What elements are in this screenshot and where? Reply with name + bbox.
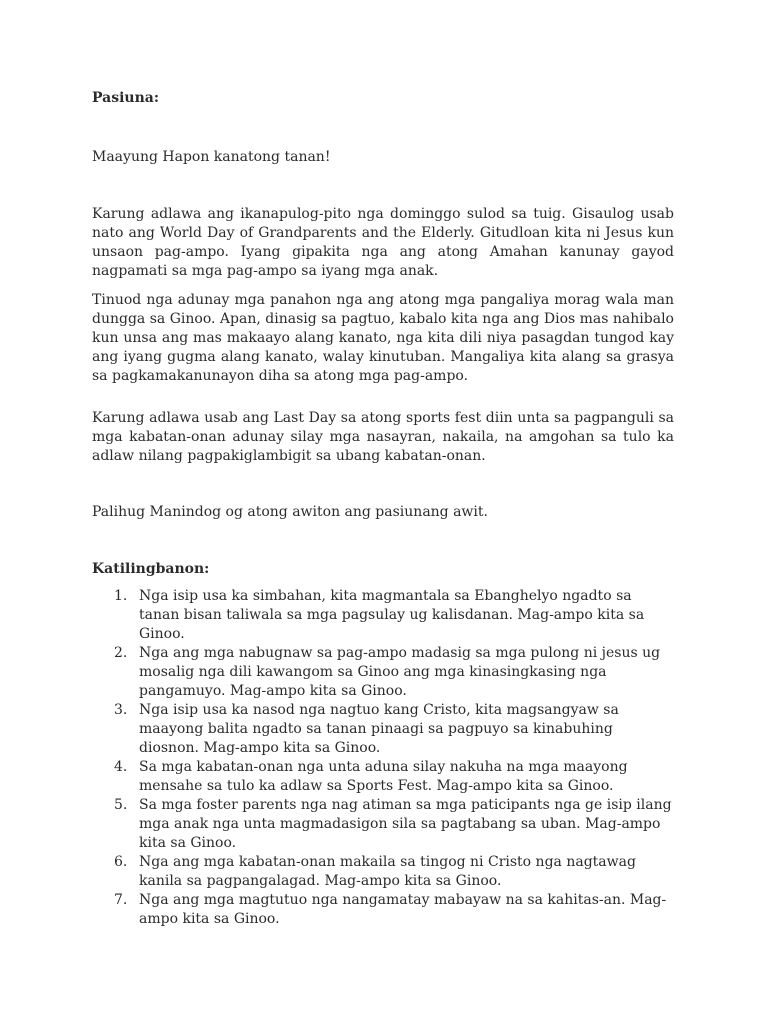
prayer-item	[92, 758, 674, 796]
item-number: 1.	[114, 588, 128, 604]
instruction-line: Palihug Manindog og atong awiton ang pasiunang awit.	[92, 504, 488, 520]
item-text: Nga isip usa ka simbahan, kita magmantala sa Ebanghelyo ngadto sa tanan bisan taliwala sa mga pagsulay ug kalisdanan. Mag-ampo kita sa Ginoo.	[139, 588, 645, 642]
katilingbanon-heading: Katilingbanon:	[92, 561, 210, 577]
item-text: Nga ang mga magtutuo nga nangamatay mabayaw na sa kahitas-an. Mag-ampo kita sa Ginoo.	[139, 892, 667, 927]
prayer-item	[92, 853, 674, 891]
item-number: 4.	[114, 759, 128, 775]
prayer-item	[92, 891, 674, 929]
paragraph-3: Karung adlawa usab ang Last Day sa atong sports fest diin unta sa pagpanguli sa mga kabatan-onan adunay silay mga nasayran, nakaila, na amgohan sa tulo ka adlaw nilang pagpakiglambigit sa ubang kabatan-onan.	[92, 410, 674, 464]
prayer-item	[92, 587, 674, 644]
paragraph-1: Karung adlawa ang ikanapulog-pito nga dominggo sulod sa tuig. Gisaulog usab nato ang World Day of Grandparents and the Elderly. Gitudloan kita ni Jesus kun unsaon pag-ampo. Iyang gipakita nga ang atong Amahan kanunay gayod nagpamati sa mga pag-ampo sa iyang mga anak.	[92, 206, 674, 279]
item-number: 2.	[114, 645, 128, 661]
greeting-line: Maayung Hapon kanatong tanan!	[92, 149, 331, 165]
item-text: Sa mga kabatan-onan nga unta aduna silay nakuha na mga maayong mensahe sa tulo ka adlaw sa Sports Fest. Mag-ampo kita sa Ginoo.	[139, 759, 628, 794]
item-number: 5.	[114, 797, 128, 813]
item-number: 7.	[114, 892, 128, 908]
item-text: Sa mga foster parents nga nag atiman sa mga paticipants nga ge isip ilang mga anak nga unta magmadasigon sila sa pagtabang sa uban. Mag-ampo kita sa Ginoo.	[139, 797, 672, 851]
item-number: 3.	[114, 702, 128, 718]
item-text: Nga ang mga nabugnaw sa pag-ampo madasig sa mga pulong ni jesus ug mosalig nga dili kawangom sa Ginoo ang mga kinasingkasing nga pangamuyo. Mag-ampo kita sa Ginoo.	[139, 645, 661, 699]
prayer-list	[92, 587, 674, 929]
item-number: 6.	[114, 854, 128, 870]
paragraph-2: Tinuod nga adunay mga panahon nga ang atong mga pangaliya morag wala man dungga sa Ginoo. Apan, dinasig sa pagtuo, kabalo kita nga ang Dios mas nahibalo kun unsa ang mas makaayo alang kanato, nga kita dili niya pasagdan tungod kay ang iyang gugma alang kanato, walay kinutuban. Mangaliya kita alang sa grasya sa pagkamakanunayon diha sa atong mga pag-ampo.	[92, 292, 674, 384]
pasiuna-heading: Pasiuna:	[92, 90, 160, 106]
prayer-item	[92, 796, 674, 853]
prayer-item	[92, 701, 674, 758]
item-text: Nga ang mga kabatan-onan makaila sa tingog ni Cristo nga nagtawag kanila sa pagpangalagad. Mag-ampo kita sa Ginoo.	[139, 854, 636, 889]
item-text: Nga isip usa ka nasod nga nagtuo kang Cristo, kita magsangyaw sa maayong balita ngadto sa tanan pinaagi sa pagpuyo sa kinabuhing diosnon. Mag-ampo kita sa Ginoo.	[139, 702, 619, 756]
prayer-item	[92, 644, 674, 701]
